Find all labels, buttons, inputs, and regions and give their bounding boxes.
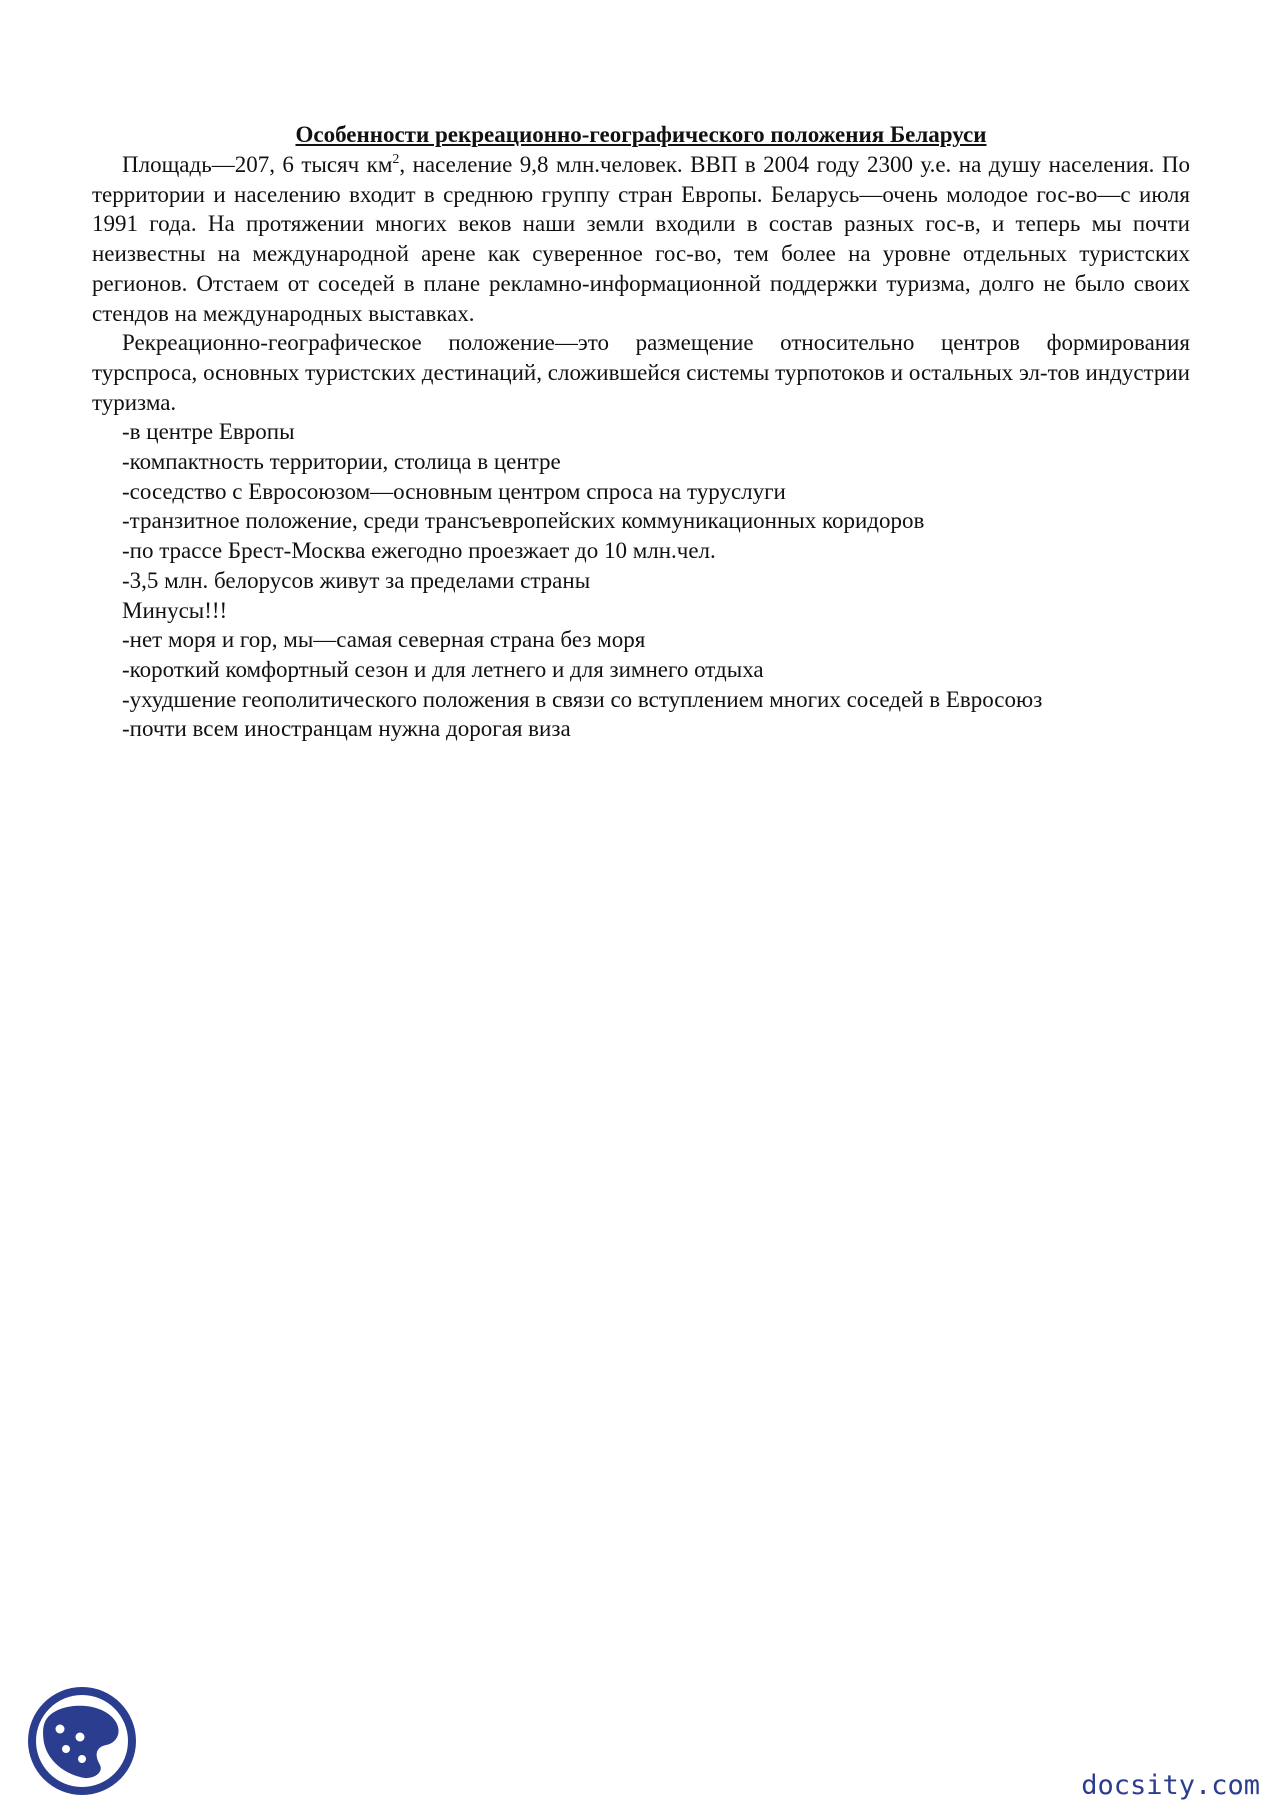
list-item-minus: -ухудшение геополитического положения в связи со вступлением многих соседей в Евросоюз (122, 686, 1043, 712)
list-item-minus: -нет моря и гор, мы—самая северная страна без моря (122, 627, 646, 653)
list-item-plus: -3,5 млн. белорусов живут за пределами страны (122, 567, 591, 593)
superscript-2: 2 (392, 152, 400, 167)
paragraph-intro-part2: , население 9,8 млн.человек. ВВП в 2004 году 2300 у.е. на душу населения. По территории и населению входит в среднюю группу стран Европы. Беларусь—очень молодое гос-во—с июля 1991 года. На протяжении многих веков наши земли входили в состав разных гос-в, и теперь мы почти неизвестны на международной арене как суверенное гос-во, тем более на уровне отдельных туристских регионов. Отстаем от соседей в плане рекламно-информационной поддержки туризма, долго не было своих стендов на международных выставках. (92, 152, 1190, 326)
paragraph-intro-part1: Площадь—207, 6 тысяч км (122, 152, 393, 177)
list-item-minus: -почти всем иностранцам нужна дорогая виза (122, 716, 571, 742)
paragraph-definition: Рекреационно-географическое положение—это размещение относительно центров формирования турспроса, основных туристских дестинаций, сложившейся системы турпотоков и остальных эл-тов индустрии туризма. (92, 330, 1190, 415)
list-item-plus: -по трассе Брест-Москва ежегодно проезжает до 10 млн.чел. (122, 538, 716, 564)
list-item-minus: -короткий комфортный сезон и для летнего и для зимнего отдыха (122, 656, 764, 682)
list-item-plus: -в центре Европы (122, 419, 295, 445)
paragraph-intro (92, 150, 1190, 328)
docsity-watermark[interactable]: docsity.com (1081, 1770, 1260, 1801)
document-title: Особенности рекреационно-географического положения Беларуси (295, 122, 987, 147)
list-item-plus: -компактность территории, столица в центре (122, 449, 561, 475)
list-item-plus: -соседство с Евросоюзом—основным центром спроса на туруслуги (122, 478, 786, 504)
list-item-plus: -транзитное положение, среди трансъевропейских коммуникационных коридоров (122, 508, 925, 534)
minuses-heading: Минусы!!! (122, 597, 228, 623)
docsity-logo-icon[interactable] (26, 1685, 138, 1797)
document-page (92, 120, 1190, 744)
